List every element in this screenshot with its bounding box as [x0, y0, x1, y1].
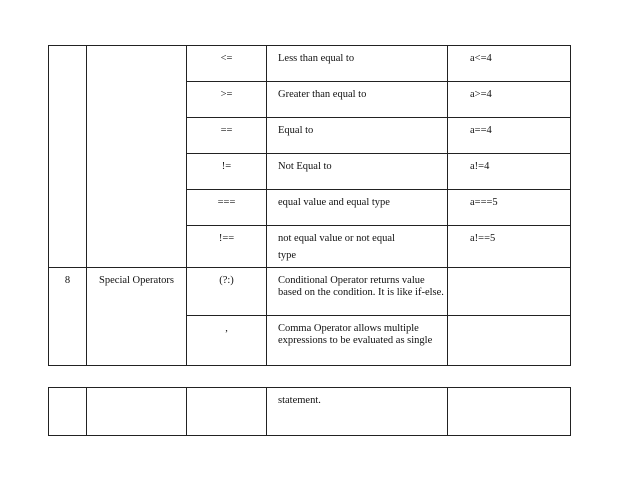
num-cell: [49, 388, 87, 436]
example-text: a!==5: [470, 233, 496, 244]
operator-text: >=: [220, 89, 233, 100]
operator-text: !==: [218, 233, 235, 244]
description-cell: [267, 82, 448, 118]
description-text: not equal value or not equal: [278, 233, 395, 244]
category-cell: [87, 46, 187, 268]
description-text: equal value and equal type: [278, 197, 390, 208]
example-cell: [448, 190, 571, 226]
description-text: Not Equal to: [278, 161, 332, 172]
num-cell: [49, 268, 87, 366]
example-text: a<=4: [470, 53, 492, 64]
description-cell: [267, 388, 448, 436]
operator-cell: [187, 268, 267, 316]
example-cell: [448, 316, 571, 366]
operator-text: !=: [221, 161, 232, 172]
example-cell: [448, 226, 571, 268]
operator-cell: [187, 388, 267, 436]
category-text: Special Operators: [99, 275, 174, 286]
operator-cell: [187, 46, 267, 82]
operator-cell: [187, 226, 267, 268]
description-cell: [267, 226, 448, 268]
example-text: a>=4: [470, 89, 492, 100]
description-text: Comma Operator allows multiple expressions to be evaluated as single: [278, 323, 433, 346]
example-cell: [448, 46, 571, 82]
operator-cell: [187, 82, 267, 118]
description-cell: [267, 190, 448, 226]
example-cell: [448, 118, 571, 154]
description-text: Equal to: [278, 125, 314, 136]
description-cell: [267, 316, 448, 366]
description-text: statement.: [278, 395, 321, 406]
operator-text: ,: [225, 323, 228, 334]
operator-cell: [187, 154, 267, 190]
example-text: a==4: [470, 125, 492, 136]
description-text-continued: type: [278, 250, 297, 261]
example-cell: [448, 82, 571, 118]
operators-table: [48, 45, 571, 366]
operator-cell: [187, 316, 267, 366]
example-cell: [448, 154, 571, 190]
example-cell: [448, 388, 571, 436]
row-number: 8: [64, 275, 71, 286]
example-text: a===5: [470, 197, 498, 208]
operator-text: ===: [217, 197, 236, 208]
operator-text: <=: [220, 53, 233, 64]
description-cell: [267, 118, 448, 154]
operator-cell: [187, 190, 267, 226]
table-row: [49, 46, 571, 82]
table-row: [49, 268, 571, 316]
example-cell: [448, 268, 571, 316]
description-cell: [267, 154, 448, 190]
description-cell: [267, 268, 448, 316]
category-cell: [87, 388, 187, 436]
category-cell: [87, 268, 187, 366]
operator-text: ==: [220, 125, 233, 136]
num-cell: [49, 46, 87, 268]
operator-cell: [187, 118, 267, 154]
operator-text: (?:): [219, 275, 234, 286]
description-text: Conditional Operator returns value based on the condition. It is like if-else.: [278, 275, 444, 298]
continuation-table: [48, 387, 571, 436]
description-text: Greater than equal to: [278, 89, 367, 100]
example-text: a!=4: [470, 161, 490, 172]
description-cell: [267, 46, 448, 82]
table-row: [49, 388, 571, 436]
description-text: Less than equal to: [278, 53, 355, 64]
